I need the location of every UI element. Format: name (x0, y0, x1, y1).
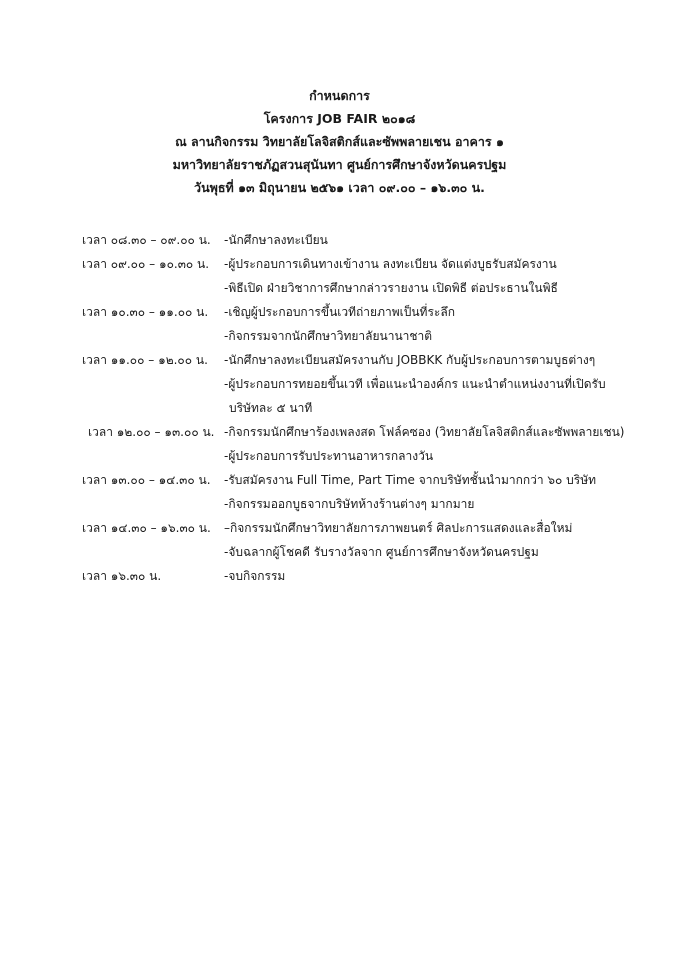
schedule-time: เวลา ๑๐.๓๐ – ๑๑.๐๐ น. (82, 305, 209, 319)
schedule-time: เวลา ๐๘.๓๐ – ๐๙.๐๐ น. (82, 233, 211, 247)
header-institution: มหาวิทยาลัยราชภัฏสวนสุนันทา ศูนย์การศึกษาจังหวัดนครปฐม (172, 157, 507, 172)
document-header (0, 84, 679, 199)
schedule-list (0, 228, 679, 588)
schedule-activity: -จับฉลากผู้โชคดี รับรางวัลจาก ศูนย์การศึกษาจังหวัดนครปฐม (224, 545, 539, 559)
schedule-item (0, 300, 679, 348)
schedule-activity: -กิจกรรมออกบูธจากบริษัทห้างร้านต่างๆ มากมาย (224, 497, 475, 511)
schedule-activity: –กิจกรรมนักศึกษาวิทยาลัยการภาพยนตร์ ศิลปะการแสดงและสื่อใหม่ (224, 521, 573, 535)
schedule-activity: -จบกิจกรรม (224, 569, 286, 583)
schedule-time: เวลา ๑๔.๓๐ – ๑๖.๓๐ น. (82, 521, 211, 535)
schedule-item (0, 468, 679, 516)
schedule-activity: -นักศึกษาลงทะเบียน (224, 233, 328, 247)
schedule-activity: -พิธีเปิด ฝ่ายวิชาการศึกษากล่าวรายงาน เปิดพิธี ต่อประธานในพิธี (224, 281, 558, 295)
schedule-activity: -รับสมัครงาน Full Time, Part Time จากบริษัทชั้นนำมากกว่า ๖๐ บริษัท (224, 473, 597, 487)
schedule-activity: -ผู้ประกอบการเดินทางเข้างาน ลงทะเบียน จัดแต่งบูธรับสมัครงาน (224, 257, 557, 271)
schedule-time: เวลา ๐๙.๐๐ – ๑๐.๓๐ น. (82, 257, 210, 271)
header-date-time: วันพุธที่ ๑๓ มิถุนายน ๒๕๖๑ เวลา ๐๙.๐๐ – ๑๖.๓๐ น. (194, 180, 485, 195)
header-venue: ณ ลานกิจกรรม วิทยาลัยโลจิสติกส์และซัพพลายเชน อาคาร ๑ (175, 134, 504, 149)
schedule-activity: -นักศึกษาลงทะเบียนสมัครงานกับ JOBBKK กับผู้ประกอบการตามบูธต่างๆ (224, 353, 596, 367)
schedule-activity: -ผู้ประกอบการทยอยขึ้นเวที เพื่อแนะนำองค์กร แนะนำตำแหน่งงานที่เปิดรับ (224, 377, 606, 391)
header-project-name: โครงการ JOB FAIR ๒๐๑๘ (263, 111, 416, 126)
schedule-item (0, 420, 679, 468)
schedule-activity: -เชิญผู้ประกอบการขึ้นเวทีถ่ายภาพเป็นที่ระลึก (224, 305, 455, 319)
schedule-activity: -กิจกรรมจากนักศึกษาวิทยาลัยนานาชาติ (224, 329, 433, 343)
schedule-time: เวลา ๑๓.๐๐ – ๑๔.๓๐ น. (82, 473, 211, 487)
schedule-item (0, 564, 679, 588)
schedule-time: เวลา ๑๑.๐๐ – ๑๒.๐๐ น. (82, 353, 208, 367)
schedule-activity: บริษัทละ ๕ นาที (229, 401, 313, 415)
schedule-item (0, 348, 679, 420)
schedule-item (0, 252, 679, 300)
schedule-activity: -ผู้ประกอบการรับประทานอาหารกลางวัน (224, 449, 434, 463)
schedule-item (0, 228, 679, 252)
schedule-time: เวลา ๑๒.๐๐ – ๑๓.๐๐ น. (88, 425, 215, 439)
schedule-item (0, 516, 679, 564)
header-title: กำหนดการ (309, 88, 370, 103)
schedule-activity: -กิจกรรมนักศึกษาร้องเพลงสด โฟล์คซอง (วิทยาลัยโลจิสติกส์และซัพพลายเชน) (224, 425, 625, 439)
schedule-time: เวลา ๑๖.๓๐ น. (82, 569, 162, 583)
